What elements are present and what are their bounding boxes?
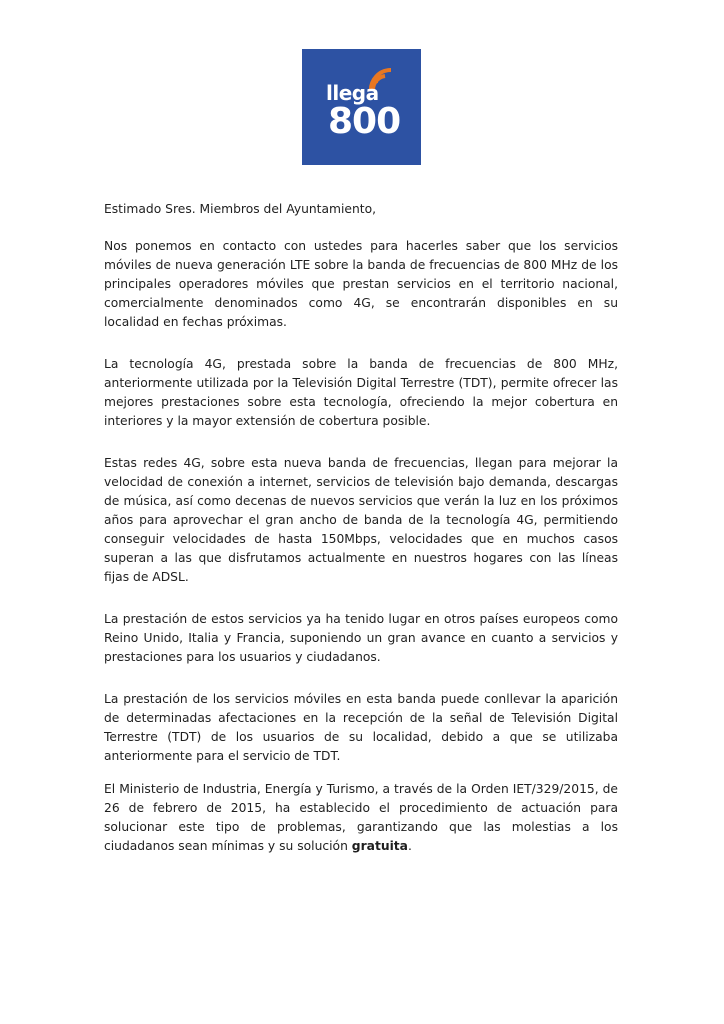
letter-body <box>104 200 618 879</box>
logo-number: 800 <box>328 101 401 142</box>
paragraph-3: Estas redes 4G, sobre esta nueva banda de frecuencias, llegan para mejorar la velocidad de conexión a internet, servicios de televisión bajo demanda, descargas de música, así como decenas de nuevos servicios que verán la luz en los próximos años para aprovechar el gran ancho de banda de la tecnología 4G, permitiendo conseguir velocidades de hasta 150Mbps, velocidades que en muchos casos superan a las que disfrutamos actualmente en nuestros hogares con las líneas fijas de ADSL. <box>104 456 618 584</box>
paragraph-5: La prestación de los servicios móviles en esta banda puede conllevar la aparición de determinadas afectaciones en la recepción de la señal de Televisión Digital Terrestre (TDT) de los usuarios de su localidad, debido a que se utilizaba anteriormente para el servicio de TDT. <box>104 692 618 763</box>
llega800-logo <box>302 49 421 165</box>
paragraph-6-bold: gratuita <box>351 839 408 853</box>
logo-word: llega <box>326 81 379 105</box>
paragraph-4: La prestación de estos servicios ya ha tenido lugar en otros países europeos como Reino Unido, Italia y Francia, suponiendo un gran avance en cuanto a servicios y prestaciones para los usuarios y ciudadanos. <box>104 612 618 664</box>
greeting: Estimado Sres. Miembros del Ayuntamiento, <box>104 202 377 216</box>
paragraph-2: La tecnología 4G, prestada sobre la banda de frecuencias de 800 MHz, anteriormente utilizada por la Televisión Digital Terrestre (TDT), permite ofrecer las mejores prestaciones sobre esta tecnología, ofreciendo la mejor cobertura en interiores y la mayor extensión de cobertura posible. <box>104 357 618 428</box>
paragraph-6 <box>104 780 618 856</box>
paragraph-6-end: . <box>407 839 412 853</box>
paragraph-6-text: El Ministerio de Industria, Energía y Turismo, a través de la Orden IET/329/2015, de 26 de febrero de 2015, ha establecido el procedimiento de actuación para solucionar este tipo de problemas, garantizando que las molestias a los ciudadanos sean mínimas y su solución <box>104 782 618 853</box>
paragraph-1: Nos ponemos en contacto con ustedes para hacerles saber que los servicios móviles de nueva generación LTE sobre la banda de frecuencias de 800 MHz de los principales operadores móviles que prestan servicios en el territorio nacional, comercialmente denominados como 4G, se encontrarán disponibles en su localidad en fechas próximas. <box>104 239 618 329</box>
